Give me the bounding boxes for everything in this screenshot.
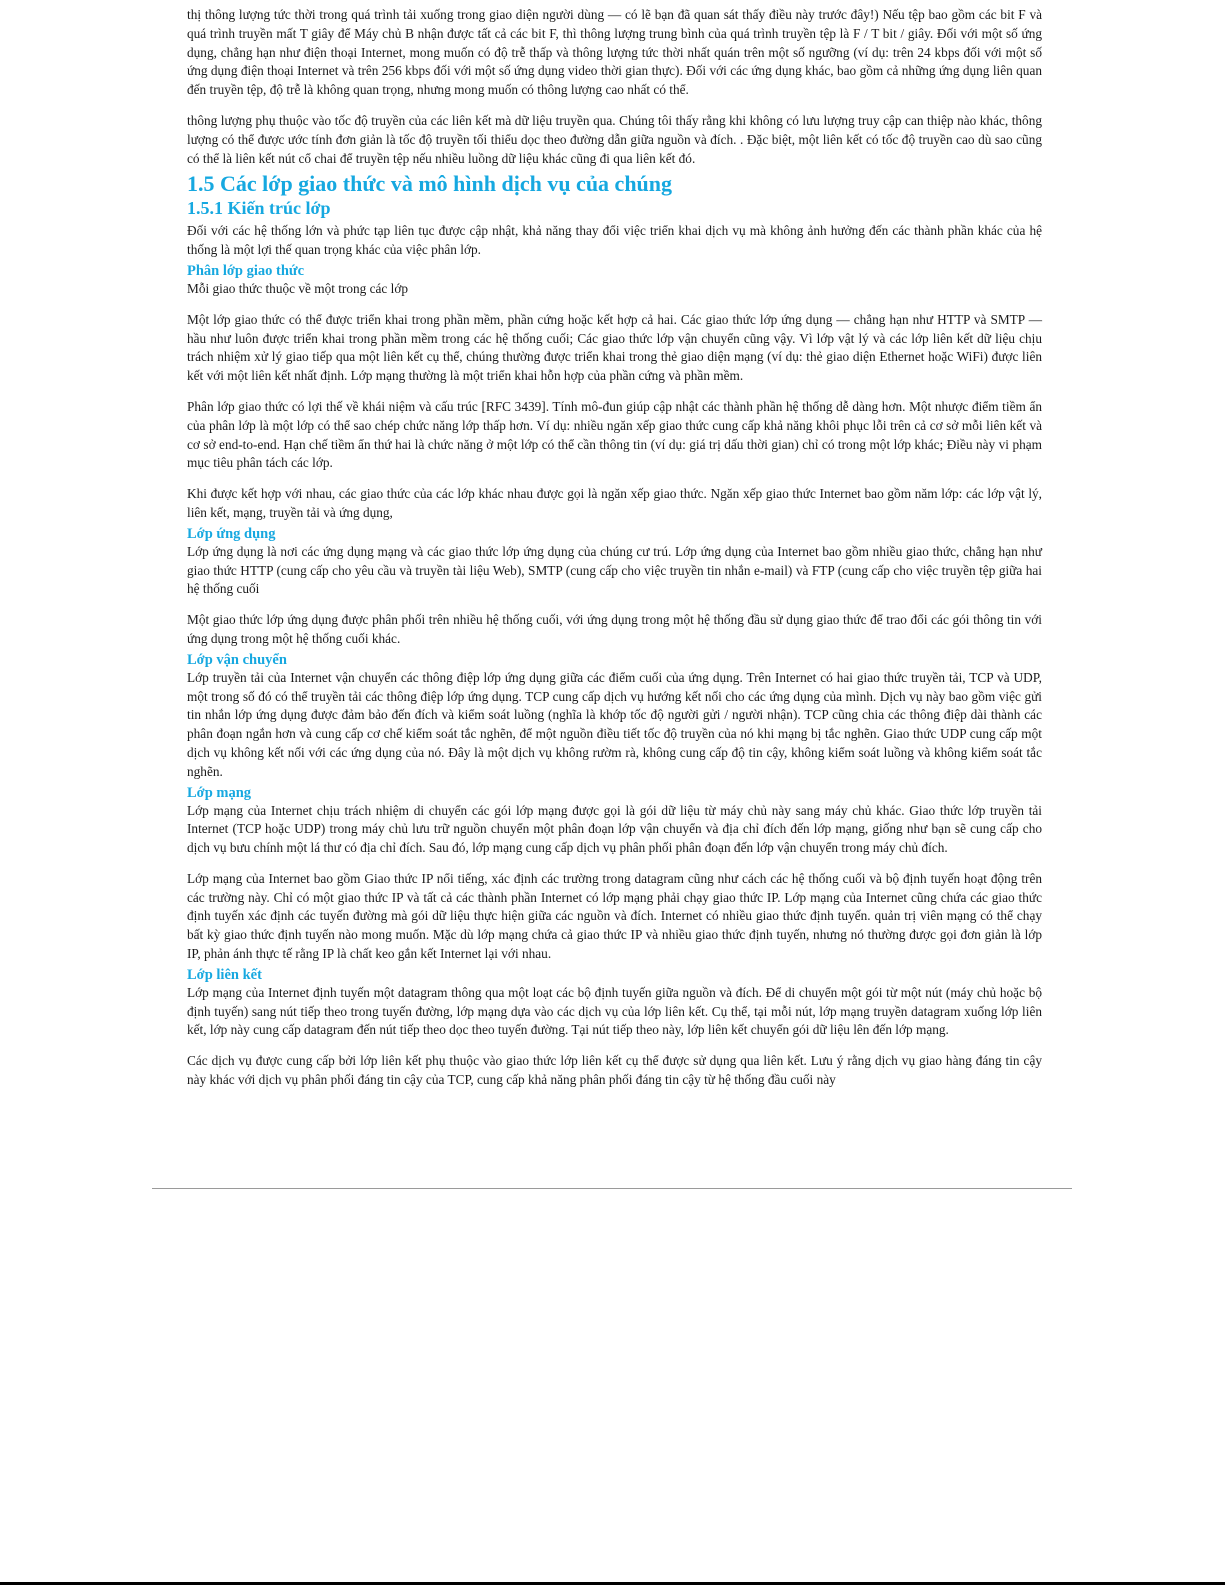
paragraph-application-protocol: Một giao thức lớp ứng dụng được phân phối trên nhiều hệ thống cuối, với ứng dụng trong một hệ thống đầu sử dụng giao thức để trao đổi các gói thông tin với ứng dụng trong một hệ thống cuối khác. — [187, 612, 1042, 646]
paragraph-each-protocol-layer: Mỗi giao thức thuộc về một trong các lớp — [187, 280, 409, 296]
paragraph-link-services: Các dịch vụ được cung cấp bởi lớp liên kết phụ thuộc vào giao thức lớp liên kết cụ thể được sử dụng qua liên kết. Lưu ý rằng dịch vụ giao hàng đáng tin cậy này khác với dịch vụ phân phối đáng tin cậy của TCP, cung cấp khả năng phân phối đáng tin cậy từ hệ thống đầu cuối này — [187, 1053, 1042, 1088]
subsection-heading-1-5-1: 1.5.1 Kiến trúc lớp — [187, 198, 331, 219]
paragraph-layering-advantage: Đối với các hệ thống lớn và phức tạp liên tục được cập nhật, khả năng thay đổi việc triển khai dịch vụ mà không ảnh hưởng đến các thành phần khác của hệ thống là một lợi thế quan trọng khác của việc phân lớp. — [187, 223, 1042, 258]
paragraph-link-layer: Lớp mạng của Internet định tuyến một datagram thông qua một loạt các bộ định tuyến giữa nguồn và đích. Để di chuyển một gói từ một nút (máy chủ hoặc bộ định tuyến) sang nút tiếp theo trong tuyến đường, lớp mạng dựa vào các dịch vụ của lớp liên kết. Cụ thể, tại mỗi nút, lớp mạng truyền datagram xuống lớp liên kết, lớp này cung cấp datagram đến nút tiếp theo dọc theo tuyến đường. Tại nút tiếp theo này, lớp liên kết chuyển gói dữ liệu lên đến lớp mạng. — [187, 984, 1042, 1038]
page-divider — [152, 1188, 1072, 1189]
paragraph-throughput-intro: thị thông lượng tức thời trong quá trình tải xuống trong giao diện người dùng — có lẽ bạn đã quan sát thấy điều này trước đây!) Nếu tệp bao gồm các bit F và quá trình truyền mất T giây để Máy chủ B nhận được tất cả các bit F, thì thông lượng trung bình của quá trình truyền tệp là F / T bit / giây. Đối với một số ứng dụng, chẳng hạn như điện thoại Internet, mong muốn có độ trễ thấp và thông lượng tức thời nhất quán trên một số ngưỡng (ví dụ: trên 24 kbps đối với một số ứng dụng điện thoại Internet và trên 256 kbps đối với một số ứng dụng video thời gian thực). Đối với các ứng dụng khác, bao gồm cả những ứng dụng liên quan đến truyền tệp, độ trễ là không quan trọng, nhưng mong muốn có thông lượng cao nhất có thể. — [187, 7, 1042, 98]
heading-transport-layer: Lớp vận chuyển — [187, 651, 287, 668]
heading-link-layer: Lớp liên kết — [187, 966, 262, 983]
paragraph-protocol-stack: Khi được kết hợp với nhau, các giao thức của các lớp khác nhau được gọi là ngăn xếp giao thức. Ngăn xếp giao thức Internet bao gồm năm lớp: các lớp vật lý, liên kết, mạng, truyền tải và ứng dụng, — [187, 486, 1042, 520]
page-content — [187, 6, 1042, 1102]
paragraph-network-layer: Lớp mạng của Internet chịu trách nhiệm di chuyển các gói lớp mạng được gọi là gói dữ liệu từ máy chủ này sang máy chủ khác. Giao thức lớp truyền tải Internet (TCP hoặc UDP) trong máy chủ lưu trữ nguồn chuyển một phân đoạn lớp vận chuyển và địa chỉ đích đến lớp mạng, giống như bạn sẽ cung cấp cho dịch vụ bưu chính một lá thư có địa chỉ đích. Sau đó, lớp mạng cung cấp dịch vụ phân phối phân đoạn đến lớp vận chuyển trong máy chủ đích. — [187, 802, 1042, 856]
paragraph-transport-layer: Lớp truyền tải của Internet vận chuyển các thông điệp lớp ứng dụng giữa các điểm cuối của ứng dụng. Trên Internet có hai giao thức truyền tải, TCP và UDP, một trong số đó có thể truyền tải các thông điệp lớp ứng dụng. TCP cung cấp dịch vụ hướng kết nối cho các ứng dụng của mình. Dịch vụ này bao gồm việc gửi tin nhắn lớp ứng dụng được đảm bảo đến đích và kiểm soát luồng (nghĩa là khớp tốc độ người gửi / người nhận). TCP cũng chia các thông điệp dài thành các phân đoạn ngắn hơn và cung cấp cơ chế kiểm soát tắc nghẽn, để một nguồn điều tiết tốc độ truyền của nó khi mạng bị tắc nghẽn. Giao thức UDP cung cấp một dịch vụ không kết nối với các ứng dụng của nó. Đây là một dịch vụ không rườm rà, không cung cấp độ tin cậy, không kiểm soát luồng và không kiểm soát tắc nghẽn. — [187, 669, 1042, 779]
heading-protocol-layering: Phân lớp giao thức — [187, 262, 305, 279]
heading-application-layer: Lớp ứng dụng — [187, 525, 276, 542]
paragraph-application-layer: Lớp ứng dụng là nơi các ứng dụng mạng và các giao thức lớp ứng dụng của chúng cư trú. Lớp ứng dụng của Internet bao gồm nhiều giao thức, chẳng hạn như giao thức HTTP (cung cấp cho yêu cầu và truyền tài liệu Web), SMTP (cung cấp cho việc truyền tin nhắn e-mail) và FTP (cung cấp cho việc truyền tệp giữa hai hệ thống cuối — [187, 543, 1042, 597]
paragraph-layering-pros-cons: Phân lớp giao thức có lợi thế về khái niệm và cấu trúc [RFC 3439]. Tính mô-đun giúp cập nhật các thành phần hệ thống dễ dàng hơn. Một nhược điểm tiềm ẩn của phân lớp là một lớp có thể sao chép chức năng lớp thấp hơn. Ví dụ: nhiều ngăn xếp giao thức cung cấp khả năng khôi phục lỗi trên cả cơ sở mỗi liên kết và cơ sở end-to-end. Hạn chế tiềm ẩn thứ hai là chức năng ở một lớp có thể cần thông tin (ví dụ: giá trị dấu thời gian) chỉ có trong một lớp khác; Điều này vi phạm mục tiêu phân tách các lớp. — [187, 398, 1042, 471]
paragraph-ip-protocol: Lớp mạng của Internet bao gồm Giao thức IP nổi tiếng, xác định các trường trong datagram cũng như cách các hệ thống cuối và bộ định tuyến hoạt động trên các trường này. Chỉ có một giao thức IP và tất cả các thành phần Internet có lớp mạng phải chạy giao thức IP. Lớp mạng của Internet cũng chứa các giao thức định tuyến xác định các tuyến đường mà gói dữ liệu thực hiện giữa các nguồn và đích. Internet có nhiều giao thức định tuyến. quản trị viên mạng có thể chạy bất kỳ giao thức định tuyến nào mong muốn. Mặc dù lớp mạng chứa cả giao thức IP và nhiều giao thức định tuyến, nhưng nó thường được gọi đơn giản là lớp IP, phản ánh thực tế rằng IP là chất keo gắn kết Internet lại với nhau. — [187, 870, 1042, 962]
heading-network-layer: Lớp mạng — [187, 784, 252, 801]
section-heading-1-5: 1.5 Các lớp giao thức và mô hình dịch vụ của chúng — [187, 171, 673, 197]
paragraph-layer-implementation: Một lớp giao thức có thể được triển khai trong phần mềm, phần cứng hoặc kết hợp cả hai. Các giao thức lớp ứng dụng — chẳng hạn như HTTP và SMTP — hầu như luôn được triển khai trong phần mềm trong các hệ thống cuối; Các giao thức lớp vận chuyển cũng vậy. Vì lớp vật lý và các lớp liên kết dữ liệu chịu trách nhiệm xử lý giao tiếp qua một liên kết cụ thể, chúng thường được triển khai trong thẻ giao diện mạng (ví dụ: thẻ giao diện Ethernet hoặc WiFi) được liên kết với một liên kết nhất định. Lớp mạng thường là một triển khai hỗn hợp của phần cứng và phần mềm. — [187, 311, 1042, 384]
paragraph-throughput-links: thông lượng phụ thuộc vào tốc độ truyền của các liên kết mà dữ liệu truyền qua. Chúng tôi thấy rằng khi không có lưu lượng truy cập can thiệp nào khác, thông lượng có thể được ước tính đơn giản là tốc độ truyền tối thiểu dọc theo đường dẫn giữa nguồn và đích. . Đặc biệt, một liên kết có tốc độ truyền cao dù sao cũng có thể là liên kết nút cổ chai để truyền tệp nếu nhiều luồng dữ liệu khác cũng đi qua liên kết đó. — [187, 112, 1042, 166]
